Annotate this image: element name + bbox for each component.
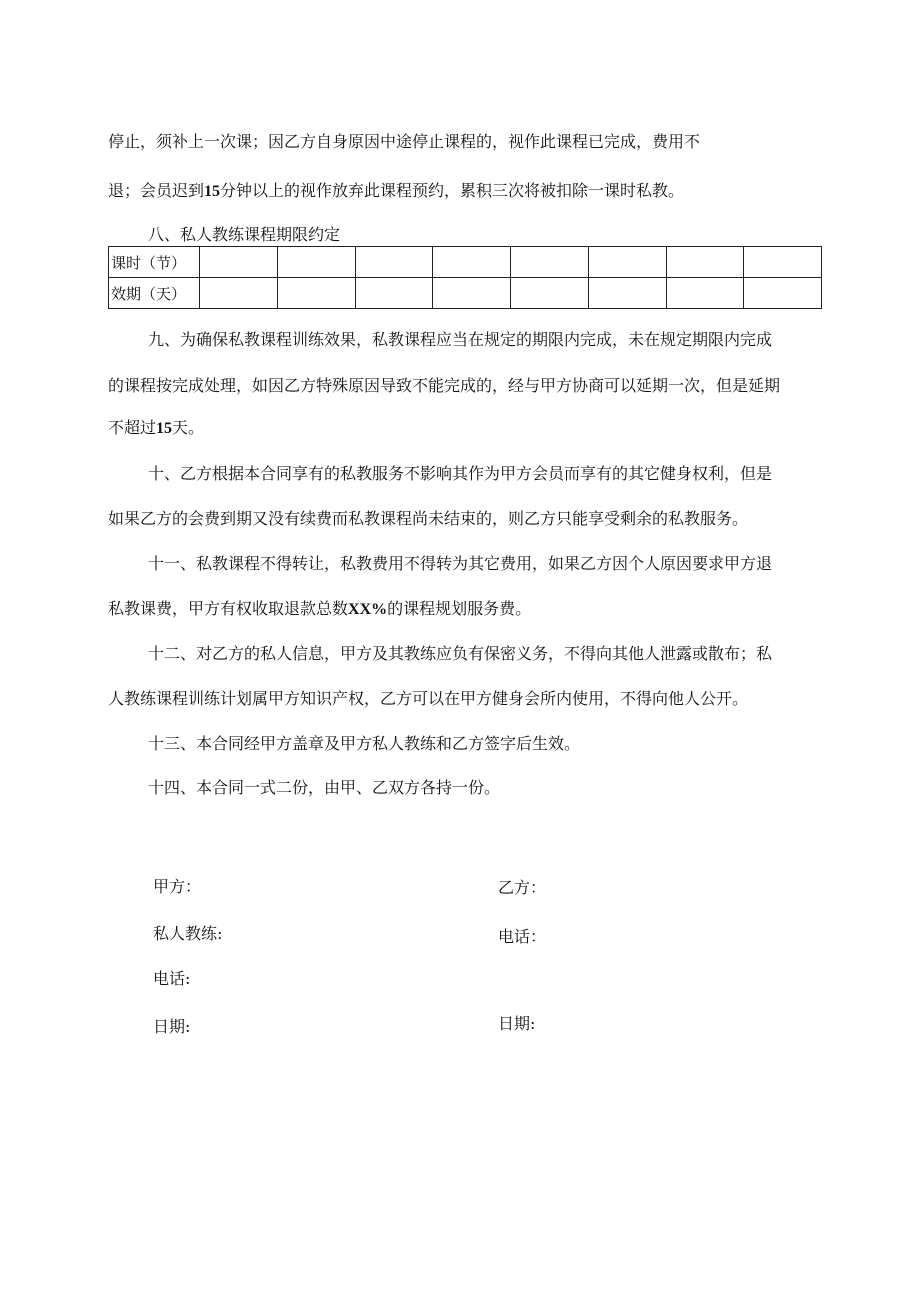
table-row bbox=[109, 278, 822, 309]
text: 不超过 bbox=[108, 418, 157, 437]
table-cell bbox=[355, 247, 433, 278]
text: 私教课费，甲方有权收取退款总数 bbox=[108, 599, 349, 618]
text: 九、为确保私教课程训练效果，私教课程应当在规定的期限内完成，未在规定期限内完成 bbox=[148, 330, 773, 349]
section-10-line-2 bbox=[108, 508, 748, 530]
text: 人教练课程训练计划属甲方知识产权，乙方可以在甲方健身会所内使用，不得向他人公开。 bbox=[108, 689, 749, 708]
party-a-phone-label: 电话: bbox=[153, 969, 191, 988]
text: 的课程规划服务费。 bbox=[387, 599, 532, 618]
section-9-line-1 bbox=[148, 329, 772, 351]
extension-days: 15 bbox=[156, 420, 173, 437]
section-10-line-1 bbox=[148, 463, 772, 485]
table-cell bbox=[511, 278, 589, 309]
section-11-line-2 bbox=[108, 598, 531, 621]
text: 的课程按完成处理，如因乙方特殊原因导致不能完成的，经与甲方协商可以延期一次，但是延期 bbox=[108, 376, 781, 395]
table-cell bbox=[433, 247, 511, 278]
section-12-line-2 bbox=[108, 688, 748, 710]
table-cell bbox=[277, 278, 355, 309]
table-cell bbox=[744, 247, 822, 278]
continuation-line-1 bbox=[108, 131, 700, 153]
section-9-line-2 bbox=[108, 375, 780, 397]
section-14-line bbox=[148, 777, 500, 799]
text: 八、私人教练课程期限约定 bbox=[148, 225, 341, 244]
table-cell bbox=[588, 278, 666, 309]
section-13-line bbox=[148, 733, 580, 755]
text: 十一、私教课程不得转让，私教费用不得转为其它费用，如果乙方因个人原因要求甲方退 bbox=[148, 554, 773, 573]
party-b-phone-label: 电话： bbox=[498, 927, 547, 946]
section-11-line-1 bbox=[148, 553, 772, 575]
table-cell bbox=[433, 278, 511, 309]
table-cell bbox=[511, 247, 589, 278]
continuation-line-2 bbox=[108, 180, 684, 203]
text: 十四、本合同一式二份，由甲、乙双方各持一份。 bbox=[148, 778, 501, 797]
section-8-heading bbox=[148, 224, 340, 246]
section-9-line-3 bbox=[108, 417, 204, 440]
table-cell bbox=[277, 247, 355, 278]
course-period-table bbox=[108, 246, 822, 309]
section-12-line-1 bbox=[148, 643, 772, 665]
text: 天。 bbox=[172, 418, 205, 437]
table-cell bbox=[200, 278, 278, 309]
refund-percentage: XX% bbox=[348, 601, 388, 618]
coach-label: 私人教练: bbox=[153, 924, 223, 943]
text: 如果乙方的会费到期又没有续费而私教课程尚未结束的，则乙方只能享受剩余的私教服务。 bbox=[108, 509, 749, 528]
text: 分钟以上的视作放弃此课程预约，累积三次将被扣除一课时私教。 bbox=[220, 181, 685, 200]
table-cell bbox=[744, 278, 822, 309]
table-cell bbox=[666, 278, 744, 309]
party-a-label: 甲方： bbox=[153, 877, 202, 896]
late-minutes: 15 bbox=[204, 183, 221, 200]
table-cell bbox=[355, 278, 433, 309]
text: 十、乙方根据本合同享有的私教服务不影响其作为甲方会员而享有的其它健身权利，但是 bbox=[148, 464, 773, 483]
table-cell bbox=[200, 247, 278, 278]
row-label-hours: 课时（节） bbox=[109, 247, 200, 278]
table-cell bbox=[588, 247, 666, 278]
party-a-date-label: 日期: bbox=[153, 1017, 191, 1036]
party-b-label: 乙方： bbox=[498, 878, 547, 897]
text: 十二、对乙方的私人信息，甲方及其教练应负有保密义务，不得向其他人泄露或散布；私 bbox=[148, 644, 773, 663]
text: 停止，须补上一次课；因乙方自身原因中途停止课程的，视作此课程已完成，费用不 bbox=[108, 132, 701, 151]
text: 退；会员迟到 bbox=[108, 181, 205, 200]
table-cell bbox=[666, 247, 744, 278]
row-label-validity: 效期（天） bbox=[109, 278, 200, 309]
table-row bbox=[109, 247, 822, 278]
party-b-date-label: 日期: bbox=[498, 1014, 536, 1033]
text: 十三、本合同经甲方盖章及甲方私人教练和乙方签字后生效。 bbox=[148, 734, 581, 753]
